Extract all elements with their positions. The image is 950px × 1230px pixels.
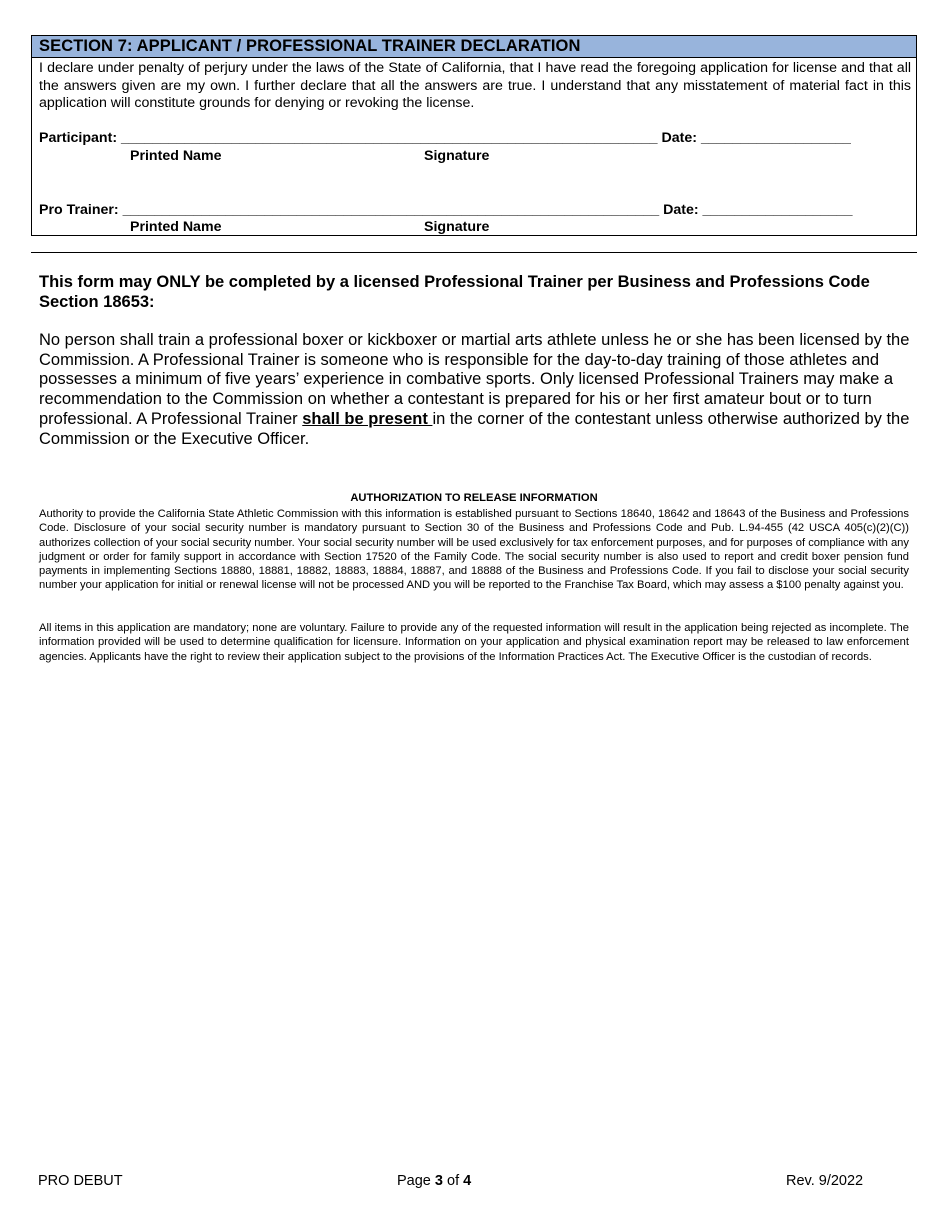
- participant-signature-row: [39, 130, 851, 146]
- pro-trainer-signature-label: Signature: [424, 219, 490, 235]
- declaration-text: I declare under penalty of perjury under the laws of the State of California, that I have read the foregoing application for license and that all the answers given are my own. I further declare that all the answers are true. I understand that any misstatement of material fact in this application will constitute grounds for denying or revoking the license.: [39, 60, 911, 112]
- participant-signature-label: Signature: [424, 148, 490, 164]
- footer-page-number: [397, 1173, 471, 1189]
- pro-trainer-date-line[interactable]: ___________________: [702, 202, 853, 218]
- pro-trainer-date-label: Date:: [663, 202, 699, 218]
- pro-trainer-signature-line[interactable]: ____________________________________________________________________: [122, 202, 660, 218]
- participant-label: Participant:: [39, 130, 118, 146]
- page-current: 3: [434, 1173, 443, 1189]
- notice-text-after: in the corner of the contestant unless otherwise authorized by the Commission or the Executive Officer.: [39, 409, 910, 448]
- footer-form-name: PRO DEBUT: [38, 1173, 123, 1189]
- section-7-header: SECTION 7: APPLICANT / PROFESSIONAL TRAINER DECLARATION: [32, 36, 916, 58]
- section-divider: [31, 252, 917, 253]
- pro-trainer-printed-name-label: Printed Name: [130, 219, 222, 235]
- authorization-title: AUTHORIZATION TO RELEASE INFORMATION: [350, 492, 598, 504]
- trainer-notice-body: [39, 331, 914, 449]
- pro-trainer-signature-row: [39, 202, 852, 218]
- trainer-notice-heading: This form may ONLY be completed by a licensed Professional Trainer per Business and Professions Code Section 18653:: [39, 273, 870, 311]
- authorization-paragraph-1: Authority to provide the California State Athletic Commission with this information is established pursuant to Sections 18640, 18642 and 18643 of the Business and Professions Code. Disclosure of your social security number is mandatory pursuant to Section 30 of the Business and Professions Code and Pub. L.94-455 (42 USCA 405(c)(2)(C)) authorizes collection of your social security number. Your social security number will be used exclusively for tax enforcement purposes, and for purposes of compliance with any judgment or order for family support in accordance with Section 17520 of the Family Code. The social security number is also used to report and credit boxer pension fund payments in implementing Sections 18880, 18881, 18882, 18883, 18884, 18887, and 18888 of the Business and Professions Code. If you fail to disclose your social security number your application for initial or renewal license will not be processed AND you will be reported to the Franchise Tax Board, which may assess a $100 penalty against you.: [39, 508, 909, 592]
- page-total: 4: [463, 1173, 472, 1189]
- participant-date-line[interactable]: ___________________: [700, 130, 851, 146]
- notice-text-before: No person shall train a professional boxer or kickboxer or martial arts athlete unless he or she has been licensed by the Commission. A Professional Trainer is someone who is responsible for the day-to-day training of those athletes and possesses a minimum of five years’ experience in combative sports. Only licensed Professional Trainers may make a recommendation to the Commission on whether a contestant is prepared for his or her first amateur bout or to turn professional. A Professional Trainer: [39, 331, 910, 428]
- authorization-paragraph-2: All items in this application are mandatory; none are voluntary. Failure to provide any of the requested information will result in the application being rejected as incomplete. The information provided will be used to determine qualification for licensure. Information on your application and physical examination report may be released to law enforcement agencies. Applicants have the right to review their application subject to the provisions of the Information Practices Act. The Executive Officer is the custodian of records.: [39, 622, 909, 663]
- participant-date-label: Date:: [661, 130, 697, 146]
- participant-signature-line[interactable]: ____________________________________________________________________: [121, 130, 658, 146]
- notice-emphasis: shall be present: [302, 409, 433, 428]
- page-of: of: [442, 1173, 464, 1189]
- section-7-declaration: [31, 35, 917, 236]
- pro-trainer-label: Pro Trainer:: [39, 202, 119, 218]
- page-prefix: Page: [397, 1173, 435, 1189]
- participant-printed-name-label: Printed Name: [130, 148, 222, 164]
- footer-revision: Rev. 9/2022: [786, 1173, 864, 1189]
